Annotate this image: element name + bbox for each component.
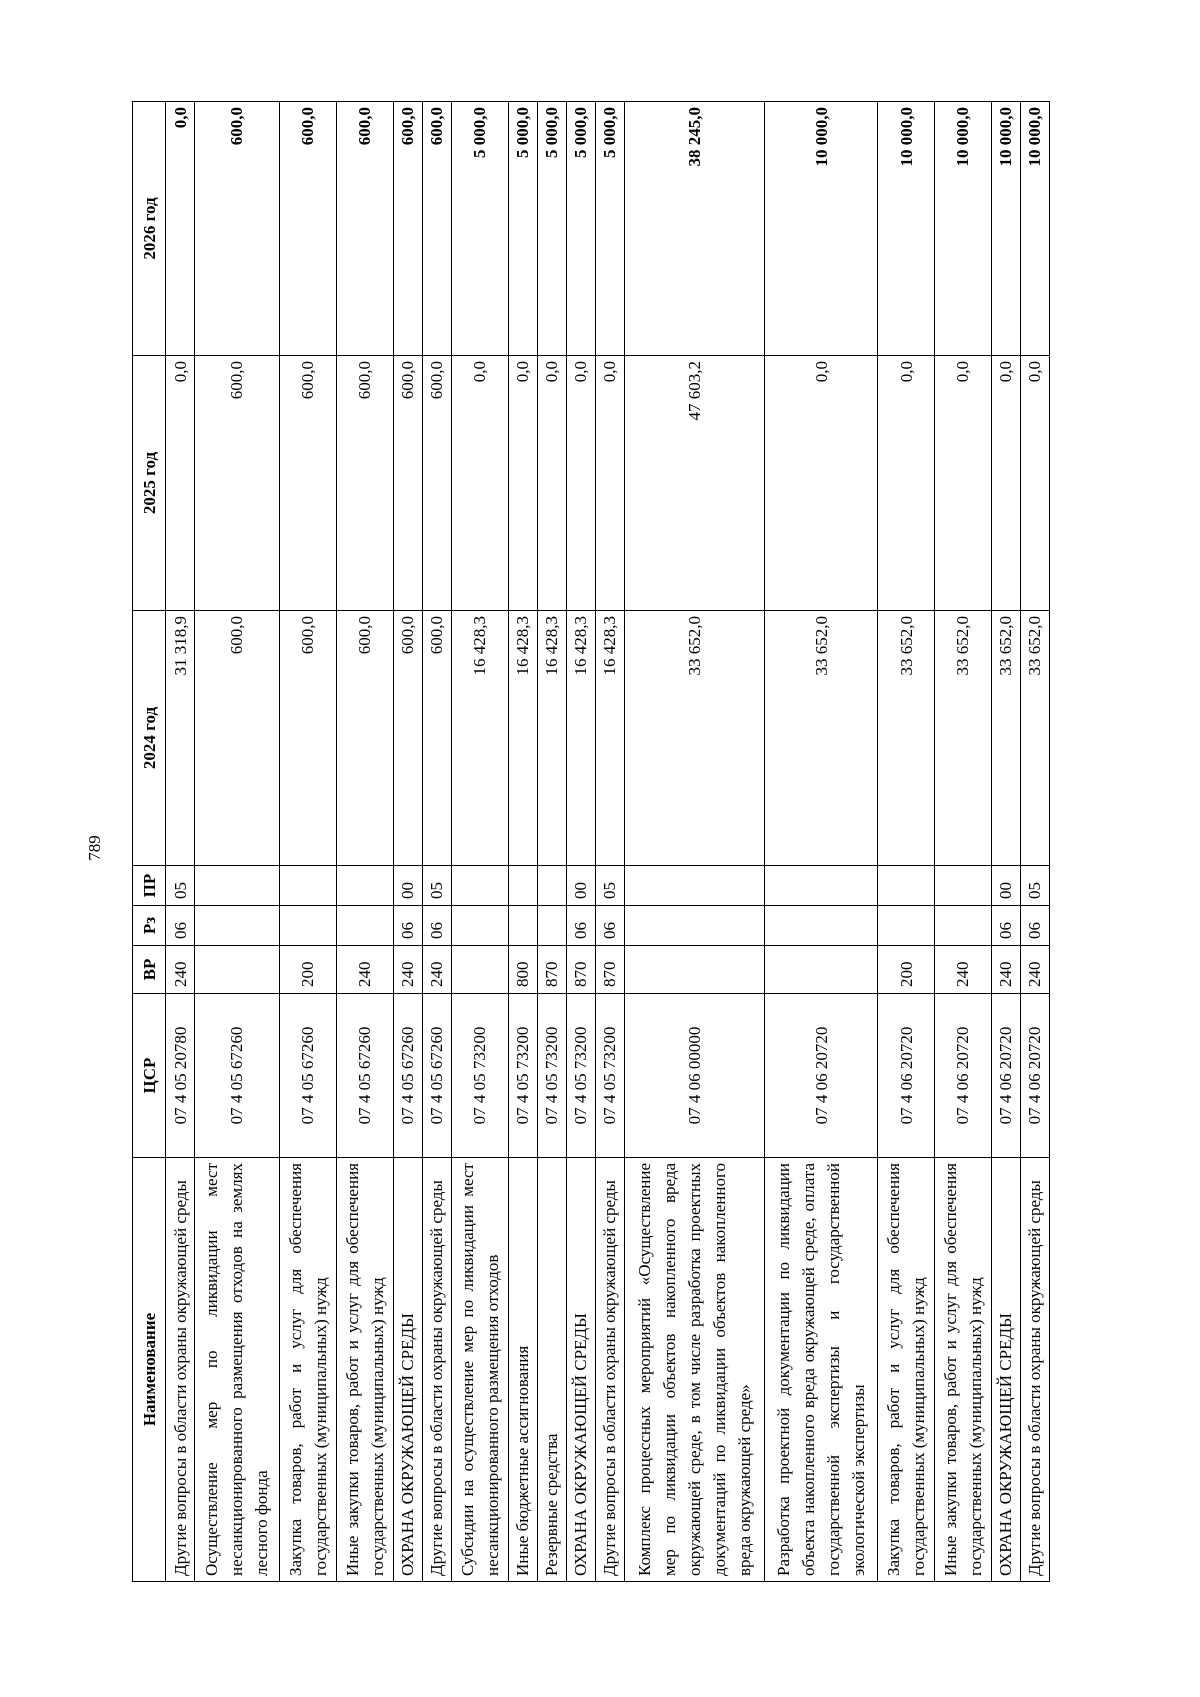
cell-vr xyxy=(195,946,280,994)
cell-rz xyxy=(537,906,566,946)
cell-2025: 600,0 xyxy=(279,356,336,611)
cell-2024: 600,0 xyxy=(195,611,280,866)
table-body xyxy=(166,102,1050,1582)
table-row xyxy=(566,102,595,1582)
cell-csr: 07 4 05 73200 xyxy=(537,994,566,1158)
cell-vr: 240 xyxy=(336,946,393,994)
cell-vr xyxy=(451,946,508,994)
cell-pr: 00 xyxy=(393,866,422,906)
cell-csr: 07 4 05 67260 xyxy=(336,994,393,1158)
cell-2025: 0,0 xyxy=(765,356,878,611)
cell-rz xyxy=(195,906,280,946)
cell-2025: 0,0 xyxy=(451,356,508,611)
cell-2024: 16 428,3 xyxy=(566,611,595,866)
cell-pr xyxy=(508,866,537,906)
header-csr: ЦСР xyxy=(133,994,166,1158)
cell-2026: 600,0 xyxy=(422,102,451,356)
header-2026: 2026 год xyxy=(133,102,166,356)
cell-vr: 870 xyxy=(566,946,595,994)
cell-2025: 0,0 xyxy=(566,356,595,611)
cell-pr: 00 xyxy=(566,866,595,906)
cell-name: Иные закупки товаров, работ и услуг для обеспечения государственных (муниципальных) нужд xyxy=(336,1158,393,1582)
header-vr: ВР xyxy=(133,946,166,994)
cell-2025: 0,0 xyxy=(1020,356,1049,611)
cell-2026: 5 000,0 xyxy=(595,102,624,356)
cell-2025: 600,0 xyxy=(195,356,280,611)
cell-2025: 0,0 xyxy=(508,356,537,611)
cell-2024: 33 652,0 xyxy=(991,611,1020,866)
cell-name: Субсидии на осуществление мер по ликвидации мест несанкционированного размещения отходов xyxy=(451,1158,508,1582)
cell-pr xyxy=(624,866,765,906)
cell-2026: 5 000,0 xyxy=(451,102,508,356)
table-row xyxy=(166,102,195,1582)
table-row xyxy=(508,102,537,1582)
cell-rz xyxy=(336,906,393,946)
cell-pr xyxy=(279,866,336,906)
table-row xyxy=(336,102,393,1582)
cell-2026: 5 000,0 xyxy=(537,102,566,356)
cell-rz xyxy=(765,906,878,946)
cell-2026: 0,0 xyxy=(166,102,195,356)
cell-pr: 05 xyxy=(1020,866,1049,906)
cell-pr: 05 xyxy=(595,866,624,906)
cell-csr: 07 4 06 00000 xyxy=(624,994,765,1158)
cell-2024: 600,0 xyxy=(393,611,422,866)
cell-rz xyxy=(508,906,537,946)
cell-csr: 07 4 05 73200 xyxy=(451,994,508,1158)
cell-name: Комплекс процессных мероприятий «Осуществление мер по ликвидации объектов накопленного вреда окружающей среде, в том числе разработка проектных документаций по ликвидации объектов накопленного вреда окружающей среде» xyxy=(624,1158,765,1582)
cell-name: Другие вопросы в области охраны окружающей среды xyxy=(595,1158,624,1582)
cell-2024: 33 652,0 xyxy=(934,611,991,866)
cell-pr xyxy=(537,866,566,906)
cell-2026: 600,0 xyxy=(195,102,280,356)
cell-name: ОХРАНА ОКРУЖАЮЩЕЙ СРЕДЫ xyxy=(991,1158,1020,1582)
cell-vr: 800 xyxy=(508,946,537,994)
cell-name: Осуществление мер по ликвидации мест несанкционированного размещения отходов на землях лесного фонда xyxy=(195,1158,280,1582)
cell-name: Иные закупки товаров, работ и услуг для обеспечения государственных (муниципальных) нужд xyxy=(934,1158,991,1582)
table-row xyxy=(393,102,422,1582)
cell-2026: 10 000,0 xyxy=(878,102,935,356)
cell-2024: 33 652,0 xyxy=(878,611,935,866)
cell-rz xyxy=(934,906,991,946)
table-row xyxy=(195,102,280,1582)
header-2025: 2025 год xyxy=(133,356,166,611)
cell-rz: 06 xyxy=(422,906,451,946)
cell-2024: 33 652,0 xyxy=(624,611,765,866)
cell-csr: 07 4 06 20720 xyxy=(878,994,935,1158)
cell-rz xyxy=(624,906,765,946)
table-row xyxy=(595,102,624,1582)
cell-csr: 07 4 05 67260 xyxy=(279,994,336,1158)
cell-csr: 07 4 06 20720 xyxy=(934,994,991,1158)
cell-2025: 0,0 xyxy=(934,356,991,611)
cell-vr: 240 xyxy=(166,946,195,994)
cell-2026: 10 000,0 xyxy=(765,102,878,356)
cell-rz: 06 xyxy=(566,906,595,946)
cell-csr: 07 4 05 73200 xyxy=(595,994,624,1158)
cell-2025: 0,0 xyxy=(166,356,195,611)
cell-2026: 10 000,0 xyxy=(934,102,991,356)
table-row xyxy=(537,102,566,1582)
table-row xyxy=(422,102,451,1582)
cell-2026: 5 000,0 xyxy=(566,102,595,356)
cell-name: Закупка товаров, работ и услуг для обеспечения государственных (муниципальных) нужд xyxy=(878,1158,935,1582)
page-number: 789 xyxy=(85,835,104,861)
table-row xyxy=(624,102,765,1582)
cell-vr: 200 xyxy=(279,946,336,994)
cell-2026: 38 245,0 xyxy=(624,102,765,356)
cell-2024: 600,0 xyxy=(336,611,393,866)
table-row xyxy=(991,102,1020,1582)
cell-name: Иные бюджетные ассигнования xyxy=(508,1158,537,1582)
cell-name: Резервные средства xyxy=(537,1158,566,1582)
cell-rz: 06 xyxy=(166,906,195,946)
table-row xyxy=(279,102,336,1582)
table-row xyxy=(878,102,935,1582)
cell-vr: 240 xyxy=(1020,946,1049,994)
cell-2025: 47 603,2 xyxy=(624,356,765,611)
cell-vr: 200 xyxy=(878,946,935,994)
cell-csr: 07 4 06 20720 xyxy=(1020,994,1049,1158)
cell-2025: 600,0 xyxy=(393,356,422,611)
budget-table xyxy=(132,101,1050,1582)
cell-2026: 10 000,0 xyxy=(1020,102,1049,356)
table-row xyxy=(765,102,878,1582)
cell-2024: 16 428,3 xyxy=(508,611,537,866)
cell-rz xyxy=(878,906,935,946)
cell-pr xyxy=(878,866,935,906)
cell-pr xyxy=(451,866,508,906)
table-row xyxy=(934,102,991,1582)
cell-2026: 600,0 xyxy=(393,102,422,356)
cell-pr xyxy=(765,866,878,906)
cell-csr: 07 4 06 20720 xyxy=(765,994,878,1158)
cell-2026: 600,0 xyxy=(336,102,393,356)
table-row xyxy=(451,102,508,1582)
cell-2024: 16 428,3 xyxy=(537,611,566,866)
cell-2024: 16 428,3 xyxy=(451,611,508,866)
cell-rz xyxy=(451,906,508,946)
cell-vr: 870 xyxy=(537,946,566,994)
cell-vr xyxy=(765,946,878,994)
cell-rz xyxy=(279,906,336,946)
cell-name: Другие вопросы в области охраны окружающей среды xyxy=(422,1158,451,1582)
cell-rz: 06 xyxy=(393,906,422,946)
cell-2025: 0,0 xyxy=(991,356,1020,611)
cell-pr: 05 xyxy=(166,866,195,906)
header-name: Наименование xyxy=(133,1158,166,1582)
cell-2025: 0,0 xyxy=(537,356,566,611)
header-rz: Рз xyxy=(133,906,166,946)
cell-name: ОХРАНА ОКРУЖАЮЩЕЙ СРЕДЫ xyxy=(566,1158,595,1582)
cell-csr: 07 4 06 20720 xyxy=(991,994,1020,1158)
cell-pr xyxy=(934,866,991,906)
cell-2025: 0,0 xyxy=(595,356,624,611)
cell-2024: 16 428,3 xyxy=(595,611,624,866)
cell-2025: 0,0 xyxy=(878,356,935,611)
cell-pr: 05 xyxy=(422,866,451,906)
header-pr: ПР xyxy=(133,866,166,906)
cell-2024: 33 652,0 xyxy=(765,611,878,866)
cell-pr: 00 xyxy=(991,866,1020,906)
cell-rz: 06 xyxy=(595,906,624,946)
cell-2026: 10 000,0 xyxy=(991,102,1020,356)
cell-vr xyxy=(624,946,765,994)
budget-table-container xyxy=(132,102,1050,1582)
cell-csr: 07 4 05 67260 xyxy=(422,994,451,1158)
cell-name: Другие вопросы в области охраны окружающей среды xyxy=(1020,1158,1049,1582)
table-header-row xyxy=(133,102,166,1582)
cell-pr xyxy=(336,866,393,906)
cell-vr: 240 xyxy=(934,946,991,994)
cell-vr: 240 xyxy=(991,946,1020,994)
cell-2024: 33 652,0 xyxy=(1020,611,1049,866)
cell-name: Разработка проектной документации по ликвидации объекта накопленного вреда окружающей среде, оплата государственной экспертизы и государственной экологической экспертизы xyxy=(765,1158,878,1582)
cell-2024: 600,0 xyxy=(279,611,336,866)
cell-csr: 07 4 05 20780 xyxy=(166,994,195,1158)
cell-csr: 07 4 05 73200 xyxy=(566,994,595,1158)
table-row xyxy=(1020,102,1049,1582)
cell-rz: 06 xyxy=(1020,906,1049,946)
cell-vr: 870 xyxy=(595,946,624,994)
cell-csr: 07 4 05 67260 xyxy=(195,994,280,1158)
cell-2026: 600,0 xyxy=(279,102,336,356)
cell-rz: 06 xyxy=(991,906,1020,946)
cell-name: Другие вопросы в области охраны окружающей среды xyxy=(166,1158,195,1582)
cell-pr xyxy=(195,866,280,906)
cell-2025: 600,0 xyxy=(422,356,451,611)
cell-2026: 5 000,0 xyxy=(508,102,537,356)
cell-vr: 240 xyxy=(422,946,451,994)
cell-name: ОХРАНА ОКРУЖАЮЩЕЙ СРЕДЫ xyxy=(393,1158,422,1582)
cell-vr: 240 xyxy=(393,946,422,994)
cell-2025: 600,0 xyxy=(336,356,393,611)
cell-csr: 07 4 05 67260 xyxy=(393,994,422,1158)
header-2024: 2024 год xyxy=(133,611,166,866)
cell-csr: 07 4 05 73200 xyxy=(508,994,537,1158)
cell-2024: 31 318,9 xyxy=(166,611,195,866)
cell-2024: 600,0 xyxy=(422,611,451,866)
cell-name: Закупка товаров, работ и услуг для обеспечения государственных (муниципальных) нужд xyxy=(279,1158,336,1582)
